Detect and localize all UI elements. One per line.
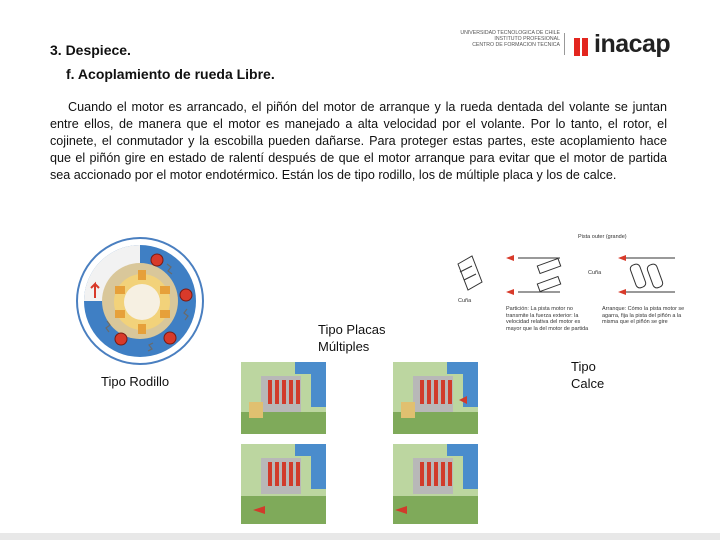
multi-plate-panel	[393, 362, 478, 434]
sprag-label-cuna-1: Cuña	[588, 270, 602, 276]
section-title: 3. Despiece.	[50, 42, 131, 58]
multi-plate-panel	[241, 362, 326, 434]
sprag-clutch-diagram	[450, 232, 690, 352]
university-line: UNIVERSIDAD TECNOLOGICA DE CHILE	[460, 30, 560, 36]
sprag-caption-left: Partición: La pista motor no transmite la fuerza exterior: la velocidad relativa del motor es mayor que la del motor de partida	[506, 306, 589, 332]
sprag-label-top: Pista outer (grande)	[578, 234, 627, 240]
multi-plate-panel	[241, 444, 326, 524]
sprag-caption-right: Arranque: Cómo la pista motor se agarra, fija la pista del piñón a la misma que el piñón se gire	[602, 306, 685, 325]
university-line: INSTITUTO PROFESIONAL	[494, 36, 560, 42]
bottom-bar	[0, 533, 720, 540]
subsection-title: f. Acoplamiento de rueda Libre.	[66, 66, 275, 82]
university-logo-text	[440, 30, 560, 48]
body-paragraph: Cuando el motor es arrancado, el piñón del motor de arranque y la rueda dentada del volante se juntan entre ellos, de manera que el motor es manejado a alta velocidad por el volante. Por lo tanto, el rotor, el cojinete, el conmutador y la escobilla pueden dañarse. Para proteger estas partes, este acoplamiento hace que el piñón gire en estado de ralentí después de que el motor arranque para evitar que el motor de partida sea accionado por el motor endotérmico. Están los de tipo rodillo, los de múltiple placa y los de calce.	[50, 100, 667, 182]
roller-clutch-diagram	[75, 236, 205, 366]
multi-plate-clutch-diagrams	[241, 362, 551, 524]
label-tipo-calce: Tipo Calce	[571, 359, 605, 391]
label-tipo-rodillo: Tipo Rodillo	[101, 374, 170, 389]
label-tipo-placas: Tipo Placas Múltiples	[318, 322, 386, 354]
multi-plate-panel	[393, 444, 478, 524]
inacap-logo-text: inacap	[594, 30, 671, 58]
university-line: CENTRO DE FORMACION TECNICA	[472, 42, 560, 48]
sprag-label-cuna-2: Cuña	[458, 298, 472, 304]
logo-divider	[564, 33, 565, 55]
